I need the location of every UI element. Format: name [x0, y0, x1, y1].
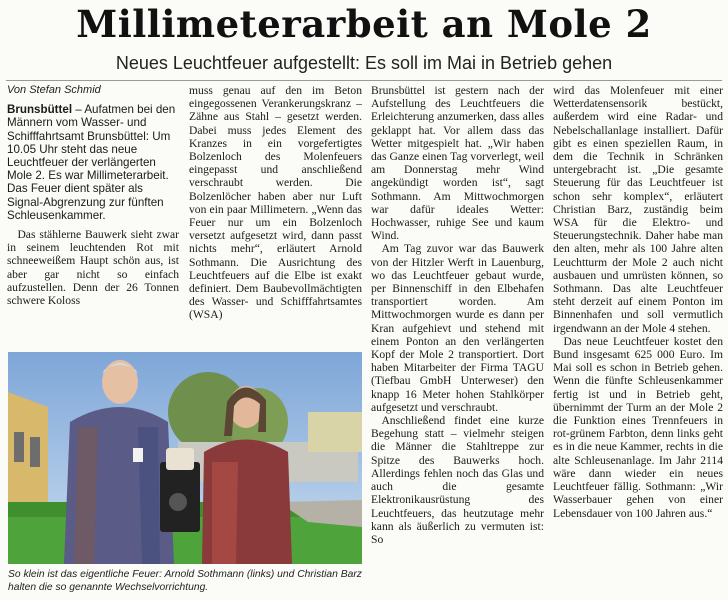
header-divider	[6, 80, 722, 81]
body-paragraph: wird das Molenfeuer mit einer Wetterdatensensorik bestückt, außerdem wird eine Radar- und Nebelschallanlage installiert. Dafür gibt es einen speziellen Raum, in dem die Technik in Schränken untergebracht ist. „Die gesamte Steuerung für das Leuchtfeuer ist schon sehr komplex“, erläutert Christian Barz, zuständig beim WSA für die Elektro- und Steuerungstechnik. Daher habe man den alten, mehr als 100 Jahre alten Leuchtturm der Mole 2 auch nicht ausbauen und umrüsten können, so Sothmann. Das alte Leuchtfeuer steht derzeit auf einem Ponton im Binnenhafen und soll vermutlich irgendwann an der Mole 4 stehen.	[553, 84, 723, 335]
body-paragraph: Anschließend findet eine kurze Begehung statt – vielmehr steigen die Männer die Stahltreppe zur Spitze des Bauwerks hoch. Allerdings fehlen noch das Glas und auch die gesamte Elektronikausrüstung des Leuchtfeuers, das heutzutage mehr kann als äußerlich zu vermuten ist: So	[371, 414, 544, 546]
headline: Millimeterarbeit an Mole 2	[76, 2, 652, 46]
article-photo	[8, 352, 362, 564]
dateline: Brunsbüttel	[7, 103, 73, 117]
lead-text: – Aufatmen bei den Männern vom Wasser- und Schifffahrtsamt Brunsbüttel: Um 10.05 Uhr steht das neue Leuchtfeuer der verlängerten Mole 2. Es war Millimeterarbeit. Das Feuer dient später als Signal-Abgrenzung zur fünften Schleusenkammer.	[7, 103, 176, 222]
article-column-2	[189, 84, 362, 346]
body-paragraph: Das neue Leuchtfeuer kostet den Bund insgesamt 625 000 Euro. Im Mai soll es schon in Betrieb gehen. Wenn die fünfte Schleusenkammer fertig ist und in Betrieb geht, übernimmt der Turm an der Mole 2 die Funktion eines Trennfeuers in rot-grünem Farbton, denn links geht es in die neue Kammer, rechts in die alte Schleusenanlage. Im Jahr 2114 wäre dann wieder ein neues Leuchtfeuer fällig. Sothmann: „Wir Wasserbauer gehen von einer Lebensdauer von 100 Jahren aus.“	[553, 334, 723, 520]
photo-caption: So klein ist das eigentliche Feuer: Arnold Sothmann (links) und Christian Barz halten die so genannte Wechselvorrichtung.	[8, 569, 362, 593]
body-paragraph: Brunsbüttel ist gestern nach der Aufstellung des Leuchtfeuers die Erleichterung anzumerken, dass alles geklappt hat. Vor allem dass das Wetter mitgespielt hat. „Wir haben das Ganze einen Tag vorverlegt, weil am Donnerstag mehr Wind angekündigt worden ist“, sagt Sothmann. Am Mittwochmorgen war dafür ideales Wetter: Hochwasser, ruhige See und kaum Wind.	[371, 84, 544, 243]
article-column-3	[371, 84, 544, 598]
subheadline: Neues Leuchtfeuer aufgestellt: Es soll im Mai in Betrieb gehen	[115, 53, 613, 73]
body-paragraph: Das stählerne Bauwerk sieht zwar in seinem leuchtenden Rot mit schneeweißem Haupt schön aus, ist aber gar nicht so einfach aufzustellen. Denn der 26 Tonnen schwere Koloss	[7, 228, 179, 308]
byline: Von Stefan Schmid	[7, 84, 101, 96]
photo-illustration	[8, 352, 362, 564]
lead-paragraph	[7, 103, 179, 222]
body-paragraph: muss genau auf den im Beton eingegossenen Verankerungskranz – Zähne aus Stahl – gesetzt werden. Dabei muss jedes Element des Kranzes in ein vorgefertigtes Bolzenloch des Molenfeuers eingepasst und anschließend verschraubt werden. Die Bolzenlöcher haben aber nur Luft von ein paar Millimetern. „Wenn das Feuer nur um ein Bolzenloch versetzt aufgesetzt wird, dann passt nichts mehr“, erläutert Arnold Sothmann. Die Ausrichtung des Leuchtfeuers auf die Elbe ist exakt definiert. Dem Baubevollmächtigten des Wasser- und Schifffahrtsamtes (WSA)	[189, 84, 362, 322]
article-column-4	[553, 84, 723, 598]
article-column-1	[7, 84, 179, 346]
body-paragraph: Am Tag zuvor war das Bauwerk von der Hitzler Werft in Lauenburg, wo das Leuchtfeuer gebaut wurde, per Binnenschiff in den Elbehafen transportiert worden. Am Mittwochmorgen wurde es dann per Kran aufgehievt und stehend mit einem Ponton an den verlängerten Kopf der Mole 2 transportiert. Dort haben Mitarbeiter der Firma TAGU (Tiefbau GmbH Unterweser) den knapp 16 Meter hohen Stahlkörper aufgesetzt und verschraubt.	[371, 242, 544, 414]
